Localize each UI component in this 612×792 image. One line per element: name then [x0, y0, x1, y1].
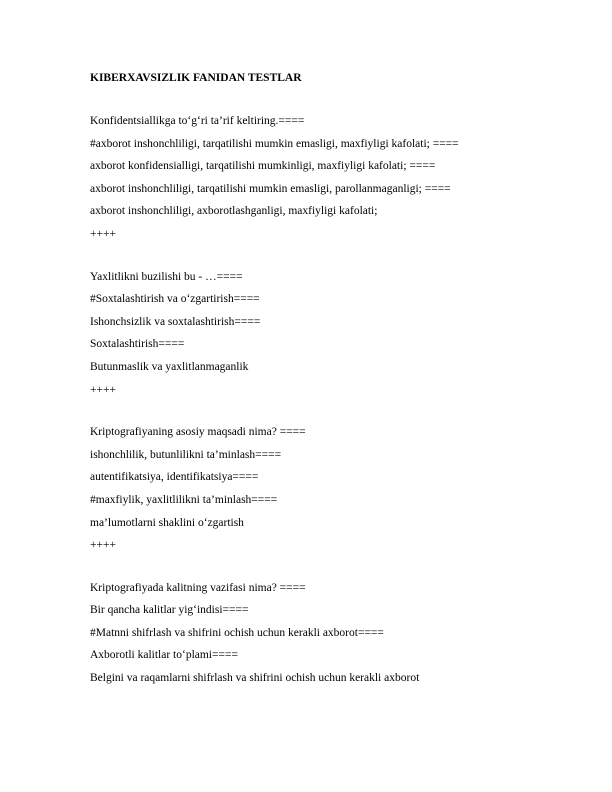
answer-option: Soxtalashtirish====	[90, 338, 185, 351]
answer-option: Axborotli kalitlar to‘plami====	[90, 649, 238, 662]
question-text: Yaxlitlikni buzilishi bu - …====	[90, 270, 243, 283]
question-block-2	[90, 266, 570, 402]
question-block-3	[90, 421, 570, 557]
answer-option: Belgini va raqamlarni shifrlash va shifrini ochish uchun kerakli axborot	[90, 672, 420, 685]
document-body	[90, 70, 570, 710]
question-block-4	[90, 577, 570, 690]
answer-option: axborot konfidensialligi, tarqatilishi mumkinligi, maxfiyligi kafolati; ====	[90, 160, 436, 173]
answer-option: #Soxtalashtirish va o‘zgartirish====	[90, 293, 260, 306]
answer-option: ma’lumotlarni shaklini o‘zgartish	[90, 516, 244, 529]
document-title: KIBERXAVSIZLIK FANIDAN TESTLAR	[90, 72, 302, 84]
answer-option: autentifikatsiya, identifikatsiya====	[90, 471, 259, 484]
question-separator: ++++	[90, 539, 116, 552]
question-text: Kriptografiyaning asosiy maqsadi nima? ====	[90, 426, 306, 439]
question-block-1	[90, 110, 570, 246]
answer-option: ishonchlilik, butunlilikni ta’minlash====	[90, 448, 282, 461]
question-text: Kriptografiyada kalitning vazifasi nima? ====	[90, 581, 306, 594]
answer-option: axborot inshonchliligi, axborotlashganligi, maxfiyligi kafolati;	[90, 205, 378, 218]
answer-option: #maxfiylik, yaxlitlilikni ta’minlash====	[90, 493, 278, 506]
answer-option: Ishonchsizlik va soxtalashtirish====	[90, 315, 261, 328]
question-separator: ++++	[90, 227, 116, 240]
answer-option: #axborot inshonchliligi, tarqatilishi mumkin emasligi, maxfiyligi kafolati; ====	[90, 137, 459, 150]
question-separator: ++++	[90, 383, 116, 396]
answer-option: axborot inshonchliligi, tarqatilishi mumkin emasligi, parollanmaganligi; ====	[90, 182, 451, 195]
answer-option: Butunmaslik va yaxlitlanmaganlik	[90, 360, 249, 373]
answer-option: Bir qancha kalitlar yig‘indisi====	[90, 604, 249, 617]
answer-option: #Matnni shifrlash va shifrini ochish uchun kerakli axborot====	[90, 626, 384, 639]
question-text: Konfidentsiallikga to‘g‘ri ta’rif keltiring.====	[90, 115, 305, 127]
